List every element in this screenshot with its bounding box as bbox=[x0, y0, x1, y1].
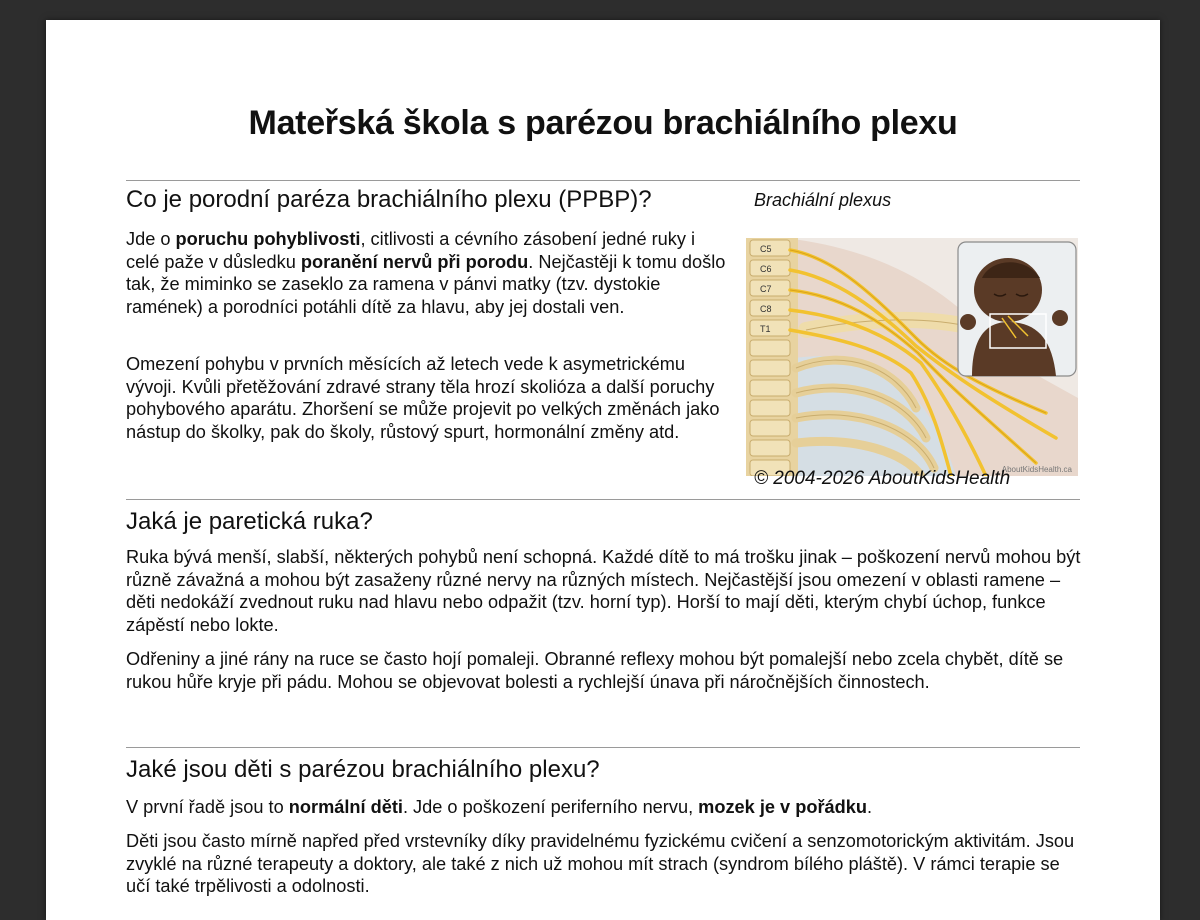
section1-paragraph-1: Jde o poruchu pohyblivosti, citlivosti a cévního zásobení jedné ruky i celé paže v důsledku poranění nervů při porodu. Nejčastěji k tomu došlo tak, že miminko se zaseklo za ramena v pánvi matky (tzv. dystokie ramének) a porodníci potáhli dítě za hlavu, aby jej dostali ven. bbox=[126, 229, 726, 317]
section3-heading: Jaké jsou děti s parézou brachiálního plexu? bbox=[126, 756, 600, 783]
section-divider bbox=[126, 747, 1080, 748]
brachial-plexus-illustration bbox=[746, 238, 1078, 476]
figure-watermark: AboutKidsHealth.ca bbox=[1001, 465, 1072, 474]
label-c6: C6 bbox=[760, 264, 772, 274]
page-title: Mateřská škola s parézou brachiálního plexu bbox=[248, 104, 958, 142]
figure-credit: © 2004-2026 AboutKidsHealth bbox=[754, 468, 1011, 489]
label-c8: C8 bbox=[760, 304, 772, 314]
label-c5: C5 bbox=[760, 244, 772, 254]
label-c7: C7 bbox=[760, 284, 772, 294]
section2-heading: Jaká je paretická ruka? bbox=[126, 508, 373, 535]
section2-paragraph-2: Odřeniny a jiné rány na ruce se často hojí pomaleji. Obranné reflexy mohou být pomalejší nebo zcela chybět, dítě se rukou hůře kryje při pádu. Mohou se objevovat bolesti a rychlejší únava při náročnějších činnostech. bbox=[126, 649, 1064, 692]
baby-inset bbox=[958, 242, 1076, 376]
section-divider bbox=[126, 180, 1080, 181]
section1-heading: Co je porodní paréza brachiálního plexu (PPBP)? bbox=[126, 186, 652, 213]
label-t1: T1 bbox=[760, 324, 771, 334]
section-divider bbox=[126, 499, 1080, 500]
brachial-plexus-drawing bbox=[746, 238, 1078, 476]
figure-caption: Brachiální plexus bbox=[754, 190, 892, 210]
section3-paragraph-2: Děti jsou často mírně napřed před vrstevníky díky pravidelnému fyzickému cvičení a senzomotorickým aktivitám. Jsou zvyklé na různé terapeuty a doktory, ale také z nich už mohou mít strach (syndrom bílého pláště). V rámci terapie se učí také trpělivosti a odolnosti. bbox=[126, 831, 1075, 896]
section1-paragraph-2: Omezení pohybu v prvních měsících až letech vede k asymetrickému vývoji. Kvůli přetěžování zdravé strany těla hrozí skolióza a další poruchy pohybového aparátu. Zhoršení se může projevit po velkých změnách jako nástup do školky, pak do školy, růstový spurt, hormonální změny atd. bbox=[126, 354, 720, 442]
section3-paragraph-1: V první řadě jsou to normální děti. Jde o poškození periferního nervu, mozek je v pořádku. bbox=[126, 797, 873, 817]
document-page bbox=[46, 20, 1160, 920]
section2-paragraph-1: Ruka bývá menší, slabší, některých pohybů není schopná. Každé dítě to má trošku jinak – poškození nervů mohou být různě závažná a mohou být zasaženy různé nervy na různých místech. Nejčastější jsou omezení v oblasti ramene – děti nedokáží zvednout ruku nad hlavu nebo odpažit (tzv. horní typ). Horší to mají děti, kterým chybí úchop, funkce zápěstí nebo lokte. bbox=[126, 547, 1081, 635]
